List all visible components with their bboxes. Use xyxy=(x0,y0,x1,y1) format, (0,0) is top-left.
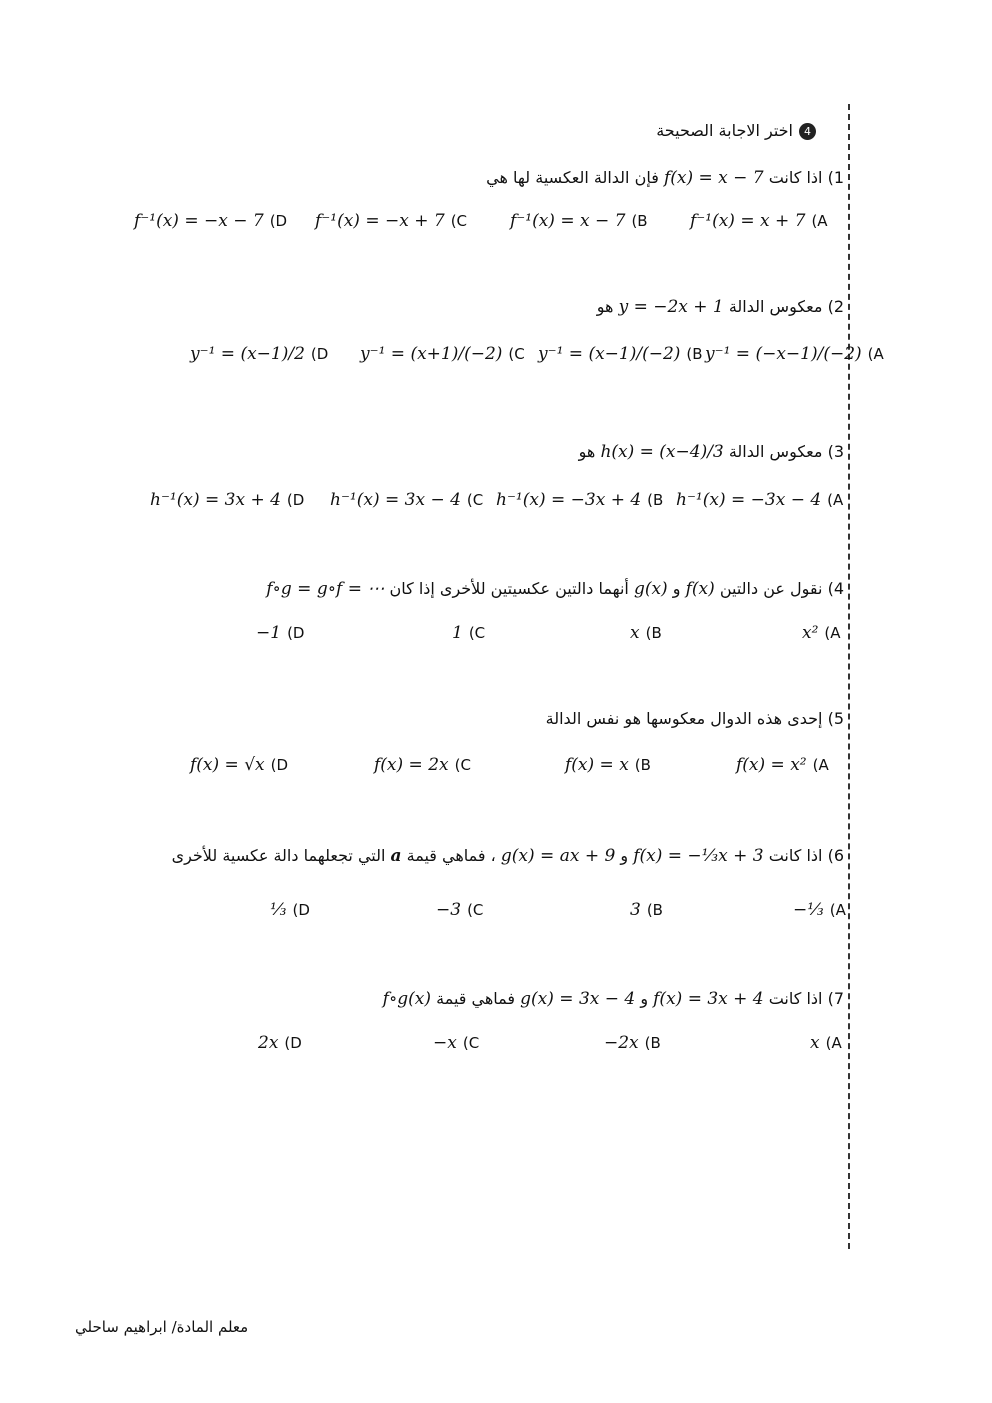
heading-text: اختر الاجابة الصحيحة xyxy=(656,121,793,140)
math-expression: f∘g(x) xyxy=(382,989,432,1009)
math-variable: a xyxy=(390,846,402,866)
teacher-footer: معلم المادة/ ابراهيم ساحلي xyxy=(75,1318,249,1336)
options-3 xyxy=(120,490,844,520)
math-expression: h(x) = (x−4)/3 xyxy=(600,442,724,462)
option-b[interactable]: f(x) = x (B xyxy=(565,755,651,775)
option-a[interactable]: f⁻¹(x) = x + 7 (A xyxy=(690,211,828,231)
math-expression: f(x) = x − 7 xyxy=(663,168,764,188)
option-d[interactable]: −1 (D xyxy=(256,623,305,643)
option-d[interactable]: y⁻¹ = (x−1)/2 (D xyxy=(190,344,329,364)
question-7: 7) اذا كانت f(x) = 3x + 4 و g(x) = 3x − 4 فماهي قيمة f∘g(x) xyxy=(382,989,844,1009)
option-d[interactable]: f(x) = √x (D xyxy=(190,755,289,775)
math-expression: g(x) xyxy=(633,579,668,599)
math-expression: g(x) = ax + 9 xyxy=(500,846,616,866)
math-expression: y = −2x + 1 xyxy=(618,297,724,317)
option-c[interactable]: −3 (C xyxy=(436,900,484,920)
option-c[interactable]: −x (C xyxy=(433,1033,480,1053)
question-5: 5) إحدى هذه الدوال معكوسها هو نفس الدالة xyxy=(545,709,844,728)
option-b[interactable]: y⁻¹ = (x−1)/(−2) (B xyxy=(538,344,703,364)
option-a[interactable]: −⅓ (A xyxy=(793,900,846,920)
option-c[interactable]: f⁻¹(x) = −x + 7 (C xyxy=(315,211,468,231)
number-badge: 4 xyxy=(799,123,816,140)
option-b[interactable]: f⁻¹(x) = x − 7 (B xyxy=(510,211,648,231)
option-b[interactable]: x (B xyxy=(630,623,662,643)
dashed-margin-line xyxy=(848,104,850,1249)
option-a[interactable]: x (A xyxy=(810,1033,842,1053)
options-1 xyxy=(120,211,844,241)
option-c[interactable]: 1 (C xyxy=(452,623,486,643)
options-4 xyxy=(120,623,844,653)
question-1: 1) اذا كانت f(x) = x − 7 فإن الدالة العكسية لها هي xyxy=(486,168,844,188)
option-d[interactable]: f⁻¹(x) = −x − 7 (D xyxy=(134,211,288,231)
question-3: 3) معكوس الدالة h(x) = (x−4)/3 هو xyxy=(578,442,844,462)
option-d[interactable]: ⅓ (D xyxy=(270,900,310,920)
question-4: 4) نقول عن دالتين f(x) و g(x) أنهما دالتين عكسيتين للأخرى إذا كان f∘g = g∘f = ⋯ xyxy=(266,579,844,599)
math-expression: f(x) xyxy=(685,579,715,599)
option-a[interactable]: y⁻¹ = (−x−1)/(−2) (A xyxy=(705,344,884,364)
math-expression: f∘g = g∘f = ⋯ xyxy=(266,579,385,599)
options-5 xyxy=(120,755,844,785)
option-d[interactable]: h⁻¹(x) = 3x + 4 (D xyxy=(150,490,305,510)
option-c[interactable]: h⁻¹(x) = 3x − 4 (C xyxy=(330,490,484,510)
options-2 xyxy=(120,344,884,374)
options-6 xyxy=(120,900,844,930)
option-c[interactable]: f(x) = 2x (C xyxy=(374,755,471,775)
option-d[interactable]: 2x (D xyxy=(258,1033,302,1053)
question-2: 2) معكوس الدالة y = −2x + 1 هو xyxy=(596,297,844,317)
option-a[interactable]: x² (A xyxy=(802,623,841,643)
option-b[interactable]: −2x (B xyxy=(604,1033,661,1053)
option-a[interactable]: h⁻¹(x) = −3x − 4 (A xyxy=(676,490,844,510)
option-b[interactable]: h⁻¹(x) = −3x + 4 (B xyxy=(496,490,664,510)
math-expression: f(x) = −⅓x + 3 xyxy=(633,846,764,866)
option-b[interactable]: 3 (B xyxy=(630,900,663,920)
section-heading xyxy=(656,121,816,140)
option-a[interactable]: f(x) = x² (A xyxy=(736,755,829,775)
math-expression: f(x) = 3x + 4 xyxy=(653,989,764,1009)
options-7 xyxy=(120,1033,844,1063)
option-c[interactable]: y⁻¹ = (x+1)/(−2) (C xyxy=(360,344,525,364)
question-6: 6) اذا كانت f(x) = −⅓x + 3 و g(x) = ax + 9 ، فماهي قيمة a التي تجعلهما دالة عكسية للأخرى xyxy=(171,846,844,866)
math-expression: g(x) = 3x − 4 xyxy=(520,989,636,1009)
